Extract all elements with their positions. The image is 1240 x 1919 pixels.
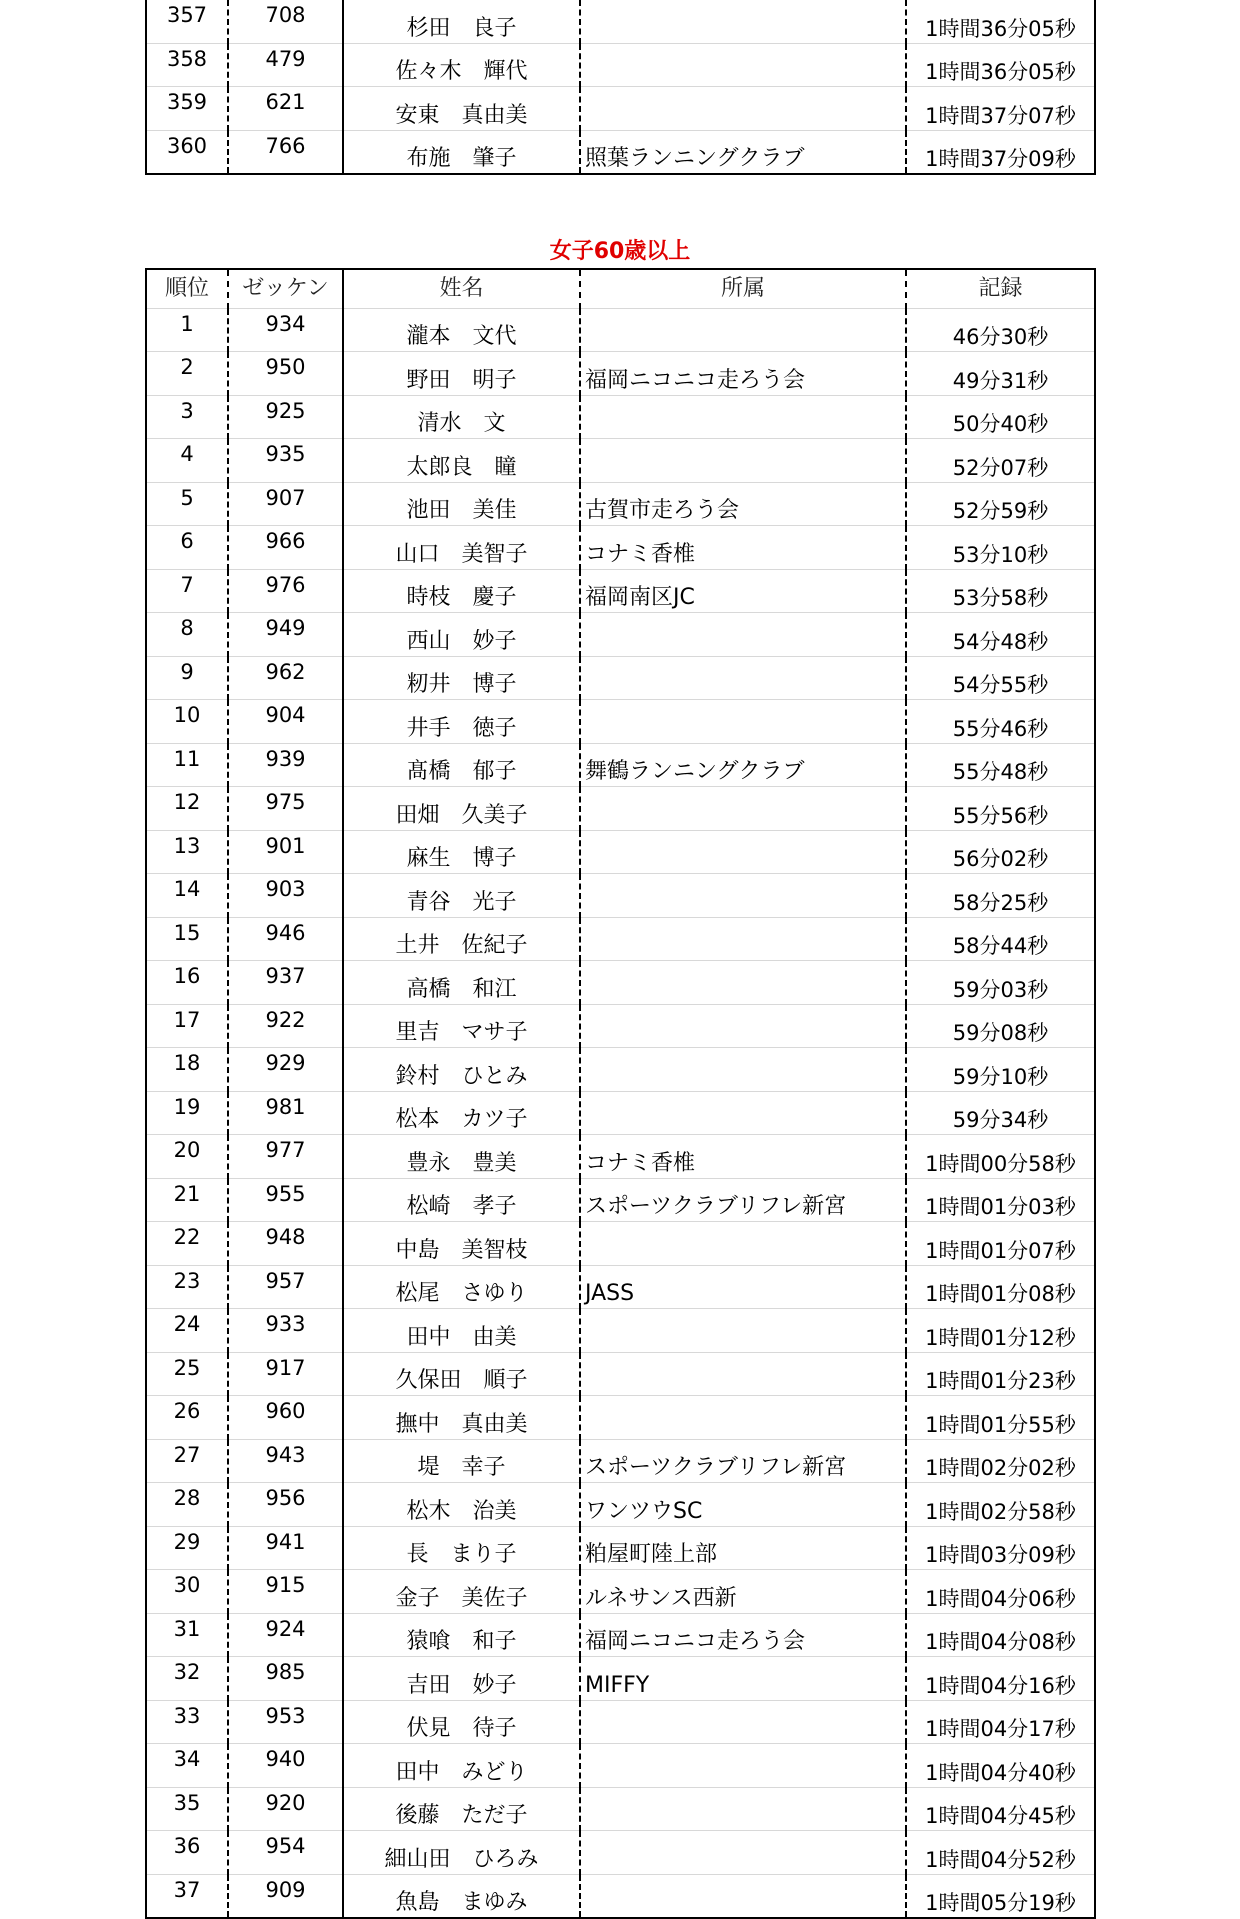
cell-time: 59分08秒 [906, 1004, 1095, 1048]
table-row [146, 1309, 1095, 1353]
table-row [146, 1222, 1095, 1266]
cell-bib: 909 [228, 1874, 343, 1918]
cell-bib: 943 [228, 1439, 343, 1483]
cell-bib: 975 [228, 787, 343, 831]
cell-bib: 915 [228, 1570, 343, 1614]
cell-rank: 11 [146, 743, 228, 787]
cell-time: 1時間36分05秒 [906, 43, 1095, 87]
cell-name: 田中 みどり [343, 1744, 580, 1788]
table-row [146, 482, 1095, 526]
cell-name: 長 まり子 [343, 1526, 580, 1570]
cell-rank: 15 [146, 917, 228, 961]
cell-time: 1時間04分17秒 [906, 1700, 1095, 1744]
table-row [146, 830, 1095, 874]
cell-club: スポーツクラブリフレ新宮 [580, 1439, 906, 1483]
cell-bib: 950 [228, 352, 343, 396]
table-row [146, 1091, 1095, 1135]
cell-time: 59分10秒 [906, 1048, 1095, 1092]
cell-bib: 935 [228, 439, 343, 483]
cell-rank: 19 [146, 1091, 228, 1135]
cell-time: 53分58秒 [906, 569, 1095, 613]
cell-name: 伏見 待子 [343, 1700, 580, 1744]
cell-name: 籾井 博子 [343, 656, 580, 700]
cell-rank: 16 [146, 961, 228, 1005]
cell-bib: 479 [228, 43, 343, 87]
table-row [146, 352, 1095, 396]
cell-name: 西山 妙子 [343, 613, 580, 657]
table-row [146, 308, 1095, 352]
cell-time: 1時間04分52秒 [906, 1831, 1095, 1875]
cell-bib: 962 [228, 656, 343, 700]
cell-name: 青谷 光子 [343, 874, 580, 918]
cell-club [580, 1091, 906, 1135]
cell-bib: 954 [228, 1831, 343, 1875]
cell-bib: 941 [228, 1526, 343, 1570]
cell-club [580, 1352, 906, 1396]
cell-bib: 939 [228, 743, 343, 787]
cell-time: 1時間37分07秒 [906, 87, 1095, 131]
cell-rank: 26 [146, 1396, 228, 1440]
cell-name: 高橋 和江 [343, 961, 580, 1005]
cell-club: JASS [580, 1265, 906, 1309]
cell-name: 瀧本 文代 [343, 308, 580, 352]
cell-time: 1時間01分08秒 [906, 1265, 1095, 1309]
table-row [146, 656, 1095, 700]
cell-rank: 35 [146, 1787, 228, 1831]
cell-name: 布施 肇子 [343, 130, 580, 174]
cell-club [580, 1222, 906, 1266]
cell-name: 松尾 さゆり [343, 1265, 580, 1309]
cell-time: 54分48秒 [906, 613, 1095, 657]
cell-bib: 966 [228, 526, 343, 570]
cell-name: 松本 カツ子 [343, 1091, 580, 1135]
cell-bib: 976 [228, 569, 343, 613]
cell-club: 福岡ニコニコ走ろう会 [580, 1613, 906, 1657]
cell-bib: 708 [228, 0, 343, 43]
cell-rank: 29 [146, 1526, 228, 1570]
cell-rank: 10 [146, 700, 228, 744]
header-name: 姓名 [343, 269, 580, 308]
cell-name: 里吉 マサ子 [343, 1004, 580, 1048]
cell-time: 1時間37分09秒 [906, 130, 1095, 174]
cell-club [580, 830, 906, 874]
cell-club [580, 395, 906, 439]
cell-time: 1時間02分58秒 [906, 1483, 1095, 1527]
cell-name: 田畑 久美子 [343, 787, 580, 831]
table-row [146, 1744, 1095, 1788]
cell-name: 豊永 豊美 [343, 1135, 580, 1179]
cell-rank: 3 [146, 395, 228, 439]
cell-time: 55分48秒 [906, 743, 1095, 787]
table-row [146, 743, 1095, 787]
cell-rank: 23 [146, 1265, 228, 1309]
table-row [146, 1265, 1095, 1309]
cell-club [580, 1874, 906, 1918]
cell-rank: 25 [146, 1352, 228, 1396]
cell-club [580, 874, 906, 918]
cell-club: ルネサンス西新 [580, 1570, 906, 1614]
cell-time: 49分31秒 [906, 352, 1095, 396]
cell-bib: 901 [228, 830, 343, 874]
table-row [146, 130, 1095, 174]
table-row [146, 1831, 1095, 1875]
cell-time: 52分07秒 [906, 439, 1095, 483]
cell-club: 照葉ランニングクラブ [580, 130, 906, 174]
cell-club [580, 43, 906, 87]
cell-rank: 34 [146, 1744, 228, 1788]
table-row [146, 1439, 1095, 1483]
cell-club [580, 700, 906, 744]
cell-club [580, 1004, 906, 1048]
cell-name: 麻生 博子 [343, 830, 580, 874]
cell-rank: 7 [146, 569, 228, 613]
cell-bib: 953 [228, 1700, 343, 1744]
table-row [146, 1613, 1095, 1657]
cell-club [580, 1048, 906, 1092]
cell-rank: 27 [146, 1439, 228, 1483]
table-row [146, 917, 1095, 961]
cell-bib: 920 [228, 1787, 343, 1831]
table-row [146, 1396, 1095, 1440]
cell-time: 1時間00分58秒 [906, 1135, 1095, 1179]
cell-bib: 929 [228, 1048, 343, 1092]
cell-rank: 24 [146, 1309, 228, 1353]
cell-bib: 934 [228, 308, 343, 352]
cell-bib: 955 [228, 1178, 343, 1222]
cell-bib: 766 [228, 130, 343, 174]
cell-bib: 933 [228, 1309, 343, 1353]
table-row [146, 1874, 1095, 1918]
cell-club [580, 1700, 906, 1744]
table-row [146, 1135, 1095, 1179]
cell-time: 1時間01分03秒 [906, 1178, 1095, 1222]
section-title: 女子60歳以上 [549, 239, 691, 264]
cell-name: 金子 美佐子 [343, 1570, 580, 1614]
table-row [146, 613, 1095, 657]
cell-rank: 1 [146, 308, 228, 352]
cell-name: 髙橋 郁子 [343, 743, 580, 787]
cell-bib: 925 [228, 395, 343, 439]
cell-name: 清水 文 [343, 395, 580, 439]
cell-name: 鈴村 ひとみ [343, 1048, 580, 1092]
cell-bib: 940 [228, 1744, 343, 1788]
cell-rank: 2 [146, 352, 228, 396]
header-club: 所属 [580, 269, 906, 308]
cell-name: 中島 美智枝 [343, 1222, 580, 1266]
cell-bib: 946 [228, 917, 343, 961]
cell-rank: 6 [146, 526, 228, 570]
cell-club: 舞鶴ランニングクラブ [580, 743, 906, 787]
cell-bib: 956 [228, 1483, 343, 1527]
cell-name: 杉田 良子 [343, 0, 580, 43]
cell-time: 1時間01分07秒 [906, 1222, 1095, 1266]
cell-club: コナミ香椎 [580, 1135, 906, 1179]
table-row [146, 526, 1095, 570]
cell-club [580, 787, 906, 831]
cell-name: 佐々木 輝代 [343, 43, 580, 87]
table-row [146, 1178, 1095, 1222]
table-header-row [146, 269, 1095, 308]
table-row [146, 1700, 1095, 1744]
cell-club [580, 1744, 906, 1788]
cell-time: 1時間04分40秒 [906, 1744, 1095, 1788]
cell-name: 時枝 慶子 [343, 569, 580, 613]
cell-bib: 948 [228, 1222, 343, 1266]
cell-time: 58分25秒 [906, 874, 1095, 918]
table-row [146, 1657, 1095, 1701]
cell-name: 井手 徳子 [343, 700, 580, 744]
table-row [146, 1352, 1095, 1396]
table-row [146, 1526, 1095, 1570]
cell-rank: 13 [146, 830, 228, 874]
cell-rank: 20 [146, 1135, 228, 1179]
cell-rank: 8 [146, 613, 228, 657]
cell-rank: 360 [146, 130, 228, 174]
cell-club: スポーツクラブリフレ新宮 [580, 1178, 906, 1222]
cell-name: 猿喰 和子 [343, 1613, 580, 1657]
cell-rank: 37 [146, 1874, 228, 1918]
cell-name: 野田 明子 [343, 352, 580, 396]
cell-time: 1時間01分55秒 [906, 1396, 1095, 1440]
cell-rank: 14 [146, 874, 228, 918]
cell-bib: 922 [228, 1004, 343, 1048]
cell-club [580, 87, 906, 131]
cell-time: 52分59秒 [906, 482, 1095, 526]
cell-club [580, 961, 906, 1005]
cell-bib: 904 [228, 700, 343, 744]
cell-club: MIFFY [580, 1657, 906, 1701]
cell-name: 松木 治美 [343, 1483, 580, 1527]
cell-bib: 621 [228, 87, 343, 131]
header-rank: 順位 [146, 269, 228, 308]
cell-time: 54分55秒 [906, 656, 1095, 700]
table-row [146, 1483, 1095, 1527]
cell-bib: 985 [228, 1657, 343, 1701]
cell-club [580, 1309, 906, 1353]
cell-name: 撫中 真由美 [343, 1396, 580, 1440]
table-row [146, 1570, 1095, 1614]
cell-time: 55分56秒 [906, 787, 1095, 831]
cell-rank: 31 [146, 1613, 228, 1657]
cell-time: 46分30秒 [906, 308, 1095, 352]
cell-name: 堤 幸子 [343, 1439, 580, 1483]
cell-club [580, 0, 906, 43]
cell-rank: 21 [146, 1178, 228, 1222]
cell-club [580, 1787, 906, 1831]
cell-club [580, 613, 906, 657]
cell-rank: 358 [146, 43, 228, 87]
cell-name: 田中 由美 [343, 1309, 580, 1353]
cell-club [580, 1831, 906, 1875]
cell-club [580, 308, 906, 352]
table-row [146, 439, 1095, 483]
cell-bib: 903 [228, 874, 343, 918]
cell-club [580, 656, 906, 700]
cell-time: 1時間04分45秒 [906, 1787, 1095, 1831]
cell-bib: 957 [228, 1265, 343, 1309]
cell-bib: 924 [228, 1613, 343, 1657]
cell-time: 1時間04分08秒 [906, 1613, 1095, 1657]
cell-name: 安東 真由美 [343, 87, 580, 131]
cell-name: 松崎 孝子 [343, 1178, 580, 1222]
cell-name: 久保田 順子 [343, 1352, 580, 1396]
cell-club [580, 917, 906, 961]
header-bib: ゼッケン [228, 269, 343, 308]
cell-time: 53分10秒 [906, 526, 1095, 570]
cell-club: 福岡南区JC [580, 569, 906, 613]
cell-rank: 9 [146, 656, 228, 700]
table-row [146, 1787, 1095, 1831]
cell-name: 魚島 まゆみ [343, 1874, 580, 1918]
cell-club [580, 1396, 906, 1440]
cell-time: 1時間04分16秒 [906, 1657, 1095, 1701]
cell-rank: 22 [146, 1222, 228, 1266]
table-row [146, 874, 1095, 918]
cell-bib: 977 [228, 1135, 343, 1179]
cell-rank: 17 [146, 1004, 228, 1048]
cell-time: 1時間02分02秒 [906, 1439, 1095, 1483]
cell-time: 1時間05分19秒 [906, 1874, 1095, 1918]
results-table-previous [145, 0, 1096, 175]
cell-rank: 5 [146, 482, 228, 526]
cell-time: 1時間36分05秒 [906, 0, 1095, 43]
cell-name: 吉田 妙子 [343, 1657, 580, 1701]
cell-club: 福岡ニコニコ走ろう会 [580, 352, 906, 396]
cell-rank: 359 [146, 87, 228, 131]
table-row [146, 0, 1095, 43]
cell-bib: 981 [228, 1091, 343, 1135]
cell-name: 太郎良 瞳 [343, 439, 580, 483]
cell-rank: 32 [146, 1657, 228, 1701]
cell-rank: 36 [146, 1831, 228, 1875]
cell-name: 山口 美智子 [343, 526, 580, 570]
cell-rank: 357 [146, 0, 228, 43]
table-row [146, 87, 1095, 131]
table-row [146, 569, 1095, 613]
table-row [146, 395, 1095, 439]
cell-name: 細山田 ひろみ [343, 1831, 580, 1875]
table-row [146, 700, 1095, 744]
cell-club: コナミ香椎 [580, 526, 906, 570]
table-row [146, 1048, 1095, 1092]
cell-time: 1時間03分09秒 [906, 1526, 1095, 1570]
cell-rank: 4 [146, 439, 228, 483]
cell-name: 土井 佐紀子 [343, 917, 580, 961]
cell-time: 1時間01分12秒 [906, 1309, 1095, 1353]
cell-time: 59分03秒 [906, 961, 1095, 1005]
cell-club: 古賀市走ろう会 [580, 482, 906, 526]
cell-time: 1時間04分06秒 [906, 1570, 1095, 1614]
cell-club: 粕屋町陸上部 [580, 1526, 906, 1570]
cell-rank: 18 [146, 1048, 228, 1092]
cell-rank: 28 [146, 1483, 228, 1527]
table-row [146, 787, 1095, 831]
cell-rank: 12 [146, 787, 228, 831]
cell-bib: 960 [228, 1396, 343, 1440]
cell-time: 1時間01分23秒 [906, 1352, 1095, 1396]
cell-time: 56分02秒 [906, 830, 1095, 874]
cell-time: 59分34秒 [906, 1091, 1095, 1135]
cell-club: ワンツウSC [580, 1483, 906, 1527]
cell-bib: 949 [228, 613, 343, 657]
table-row [146, 1004, 1095, 1048]
cell-time: 50分40秒 [906, 395, 1095, 439]
cell-time: 58分44秒 [906, 917, 1095, 961]
cell-bib: 907 [228, 482, 343, 526]
cell-bib: 937 [228, 961, 343, 1005]
cell-rank: 33 [146, 1700, 228, 1744]
cell-rank: 30 [146, 1570, 228, 1614]
header-time: 記録 [906, 269, 1095, 308]
cell-name: 後藤 ただ子 [343, 1787, 580, 1831]
table-row [146, 43, 1095, 87]
cell-name: 池田 美佳 [343, 482, 580, 526]
results-table-women-60-plus [145, 268, 1096, 1919]
cell-time: 55分46秒 [906, 700, 1095, 744]
cell-bib: 917 [228, 1352, 343, 1396]
table-row [146, 961, 1095, 1005]
cell-club [580, 439, 906, 483]
